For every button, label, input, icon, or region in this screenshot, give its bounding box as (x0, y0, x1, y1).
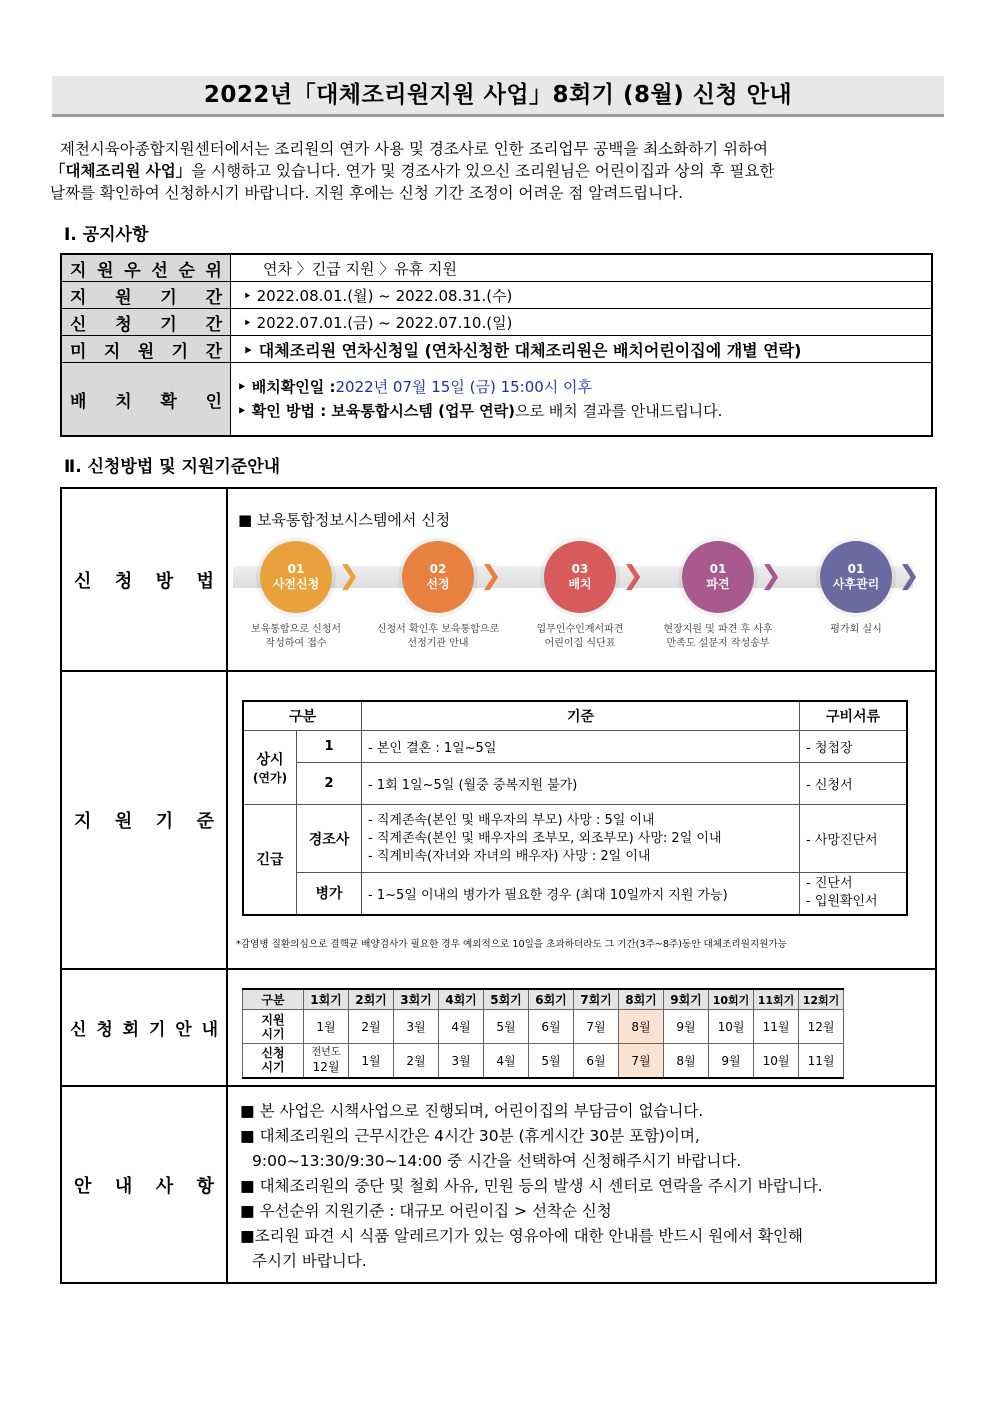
chevron-right-icon: ❯ (338, 561, 360, 591)
criteria-content (228, 672, 935, 968)
guide-line-2: ■ 대체조리원의 근무시간은 4시간 30분 (휴게시간 30분 포함)이며, (240, 1127, 700, 1145)
schedule-support-month: 3월 (394, 1010, 439, 1044)
guide-line-3: 9:00~13:30/9:30~14:00 중 시간을 선택하여 신청해주시기 바랍니다. (252, 1152, 742, 1170)
method-content (228, 489, 935, 670)
notice-row-unsupported (61, 336, 932, 363)
notice-row-period (61, 282, 932, 309)
schedule-support-month: 11월 (754, 1010, 799, 1044)
guidelines-table (60, 487, 937, 1284)
guide-row (62, 1087, 935, 1282)
schedule-support-month: 12월 (799, 1010, 844, 1044)
method-header: ■ 보육통합정보시스템에서 신청 (238, 511, 451, 529)
intro-line3: 날짜를 확인하여 신청하시기 바랍니다. 지원 후에는 신청 기간 조정이 어려운 점 알려드립니다. (50, 184, 684, 202)
placement-value (231, 363, 933, 437)
schedule-round: 9회기 (664, 989, 709, 1010)
schedule-support-month: 10월 (709, 1010, 754, 1044)
placement-date-value: 2022년 07월 15일 (금) 15:00시 이후 (335, 378, 593, 396)
chevron-right-icon: ❯ (622, 561, 644, 591)
schedule-table (242, 988, 844, 1079)
placement-date-label: ‣ 배치확인일 : (237, 378, 336, 396)
chevron-right-icon: ❯ (480, 561, 502, 591)
schedule-round: 4회기 (439, 989, 484, 1010)
process-step-5 (820, 541, 892, 613)
criteria-sick-doc: - 진단서 - 입원확인서 (800, 873, 908, 915)
process-step-desc: 업무인수인계서파견 어린이집 식단표 (536, 624, 624, 649)
guide-line-7: 주시기 바랍니다. (252, 1252, 367, 1270)
schedule-round: 10회기 (709, 989, 754, 1010)
process-step-1 (260, 541, 332, 613)
process-step-number: 01 (847, 562, 865, 576)
unsupported-value: ‣ 대체조리원 연차신청일 (연차신청한 대체조리원은 배치어린이집에 개별 연락) (231, 336, 933, 363)
schedule-support-month: 7월 (574, 1010, 619, 1044)
process-step-number: 02 (429, 562, 447, 576)
schedule-round: 1회기 (304, 989, 349, 1010)
schedule-apply-month: 7월 (619, 1044, 664, 1078)
schedule-support-month: 5월 (484, 1010, 529, 1044)
criteria-footnote: *감염병 질환의심으로 결핵균 배양검사가 필요한 경우 예외적으로 10일을 초과하더라도 그 기간(3주~8주)동안 대체조리원지원가능 (236, 939, 787, 950)
process-step-name: 파견 (706, 577, 730, 591)
criteria-urgent: 긴급 (243, 805, 297, 915)
chevron-right-icon: ❯ (898, 561, 920, 591)
guide-line-1: ■ 본 사업은 시책사업으로 진행되며, 어린이집의 부담금이 없습니다. (240, 1102, 704, 1120)
period-value: ‣ 2022.08.01.(월) ~ 2022.08.31.(수) (231, 282, 933, 309)
section-method-heading: Ⅱ. 신청방법 및 지원기준안내 (64, 457, 281, 477)
schedule-apply-month: 4월 (484, 1044, 529, 1078)
period-label: 지 원 기 간 (70, 287, 222, 308)
criteria-head-type: 구분 (243, 701, 362, 731)
schedule-support-month: 8월 (619, 1010, 664, 1044)
schedule-apply-month: 11월 (799, 1044, 844, 1078)
process-step-desc: 신청서 확인후 보육통합으로 선정기관 안내 (376, 624, 500, 649)
guide-line-5: ■ 우선순위 지원기준 : 대규모 어린이집 > 선착순 신청 (240, 1202, 612, 1220)
placement-method-label: ‣ 확인 방법 : 보육통합시스템 (업무 연락) (237, 402, 515, 420)
process-step-name: 배치 (568, 577, 592, 591)
criteria-sick-std: - 1~5일 이내의 병가가 필요한 경우 (최대 10일까지 지원 가능) (362, 873, 800, 915)
guide-list (240, 1099, 823, 1274)
schedule-support-month: 2월 (349, 1010, 394, 1044)
method-label: 신 청 방 법 (74, 570, 214, 592)
placement-method-rest: 으로 배치 결과를 안내드립니다. (514, 402, 723, 420)
criteria-r2-doc: - 신청서 (800, 763, 908, 805)
notice-table (60, 253, 933, 437)
process-step-3 (544, 541, 616, 613)
process-step-name: 사후관리 (832, 577, 880, 591)
schedule-apply-month: 9월 (709, 1044, 754, 1078)
schedule-head: 구분 (243, 989, 304, 1010)
process-step-4 (682, 541, 754, 613)
notice-row-priority (61, 254, 932, 282)
criteria-regular: 상시 (연가) (243, 731, 297, 805)
schedule-support-month: 9월 (664, 1010, 709, 1044)
intro-line2: 을 시행하고 있습니다. 연가 및 경조사가 있으신 조리원님은 어린이집과 상의 후 필요한 (191, 162, 775, 180)
apply-label: 신 청 기 간 (70, 314, 222, 335)
criteria-r1-std: - 본인 결혼 : 1일~5일 (362, 731, 800, 763)
criteria-label: 지 원 기 준 (74, 811, 214, 832)
schedule-round: 5회기 (484, 989, 529, 1010)
guide-line-4: ■ 대체조리원의 중단 및 철회 사유, 민원 등의 발생 시 센터로 연락을 주시기 바랍니다. (240, 1177, 823, 1195)
criteria-condolence-doc: - 사망진단서 (800, 805, 908, 873)
criteria-condolence-std: - 직계존속(본인 및 배우자의 부모) 사망 : 5일 이내 - 직계존속(본인 및 배우자의 조부모, 외조부모) 사망: 2일 이내 - 직계비속(자녀와 자녀의 배우자) 사망 : 2일 이내 (362, 805, 800, 873)
schedule-apply-first: 전년도 12월 (304, 1044, 349, 1078)
schedule-apply-month: 6월 (574, 1044, 619, 1078)
schedule-support-month: 6월 (529, 1010, 574, 1044)
criteria-r1-doc: - 청첩장 (800, 731, 908, 763)
schedule-round: 2회기 (349, 989, 394, 1010)
criteria-head-standard: 기준 (362, 701, 800, 731)
schedule-round: 7회기 (574, 989, 619, 1010)
intro-line1: 제천시육아종합지원센터에서는 조리원의 연가 사용 및 경조사로 인한 조리업무 공백을 최소화하기 위하여 (59, 140, 768, 158)
priority-label: 지 원 우 선 순 위 (70, 260, 222, 281)
criteria-r1-no: 1 (297, 731, 362, 763)
section-notice-heading: Ⅰ. 공지사항 (64, 225, 149, 245)
priority-value: 연차 〉긴급 지원 〉유휴 지원 (231, 254, 933, 282)
criteria-r2-no: 2 (297, 763, 362, 805)
apply-value: ‣ 2022.07.01.(금) ~ 2022.07.10.(일) (231, 309, 933, 336)
schedule-label: 신 청 회 기 안 내 (70, 1020, 218, 1040)
unsupported-label: 미 지 원 기 간 (70, 341, 222, 362)
schedule-apply-month: 3월 (439, 1044, 484, 1078)
guide-line-6: ■조리원 파견 시 식품 알레르기가 있는 영유아에 대한 안내를 반드시 원에서 확인해 (240, 1227, 803, 1245)
schedule-apply-month: 8월 (664, 1044, 709, 1078)
intro-program-name: 「대체조리원 사업」 (50, 162, 192, 180)
process-step-name: 사전신청 (272, 577, 320, 591)
schedule-apply-month: 1월 (349, 1044, 394, 1078)
page-title: 2022년「대체조리원지원 사업」8회기 (8월) 신청 안내 (52, 76, 944, 117)
notice-row-apply (61, 309, 932, 336)
placement-label: 배 치 확 인 (70, 391, 222, 412)
method-row (62, 489, 935, 672)
schedule-apply-month: 5월 (529, 1044, 574, 1078)
schedule-support-month: 4월 (439, 1010, 484, 1044)
schedule-round: 6회기 (529, 989, 574, 1010)
schedule-round: 3회기 (394, 989, 439, 1010)
criteria-condolence: 경조사 (297, 805, 362, 873)
process-step-desc: 평가회 실시 (830, 624, 882, 635)
guide-label: 안 내 사 항 (74, 1175, 214, 1197)
schedule-round: 8회기 (619, 989, 664, 1010)
schedule-content (228, 970, 935, 1085)
process-step-number: 01 (287, 562, 305, 576)
process-step-number: 03 (571, 562, 589, 576)
chevron-right-icon: ❯ (760, 561, 782, 591)
criteria-head-docs: 구비서류 (800, 701, 908, 731)
process-step-name: 선정 (426, 577, 450, 591)
schedule-support-label: 지원 시기 (243, 1010, 304, 1044)
guide-content (228, 1087, 935, 1282)
schedule-apply-label: 신청 시기 (243, 1044, 304, 1078)
process-step-desc: 보육통합으로 신청서 작성하여 접수 (250, 624, 342, 649)
schedule-apply-month: 10월 (754, 1044, 799, 1078)
criteria-table (242, 700, 908, 916)
criteria-r2-std: - 1회 1일~5일 (월중 중복지원 불가) (362, 763, 800, 805)
criteria-sick: 병가 (297, 873, 362, 915)
schedule-support-month: 1월 (304, 1010, 349, 1044)
process-step-desc: 현장지원 및 파견 후 사후 만족도 설문지 작성송부 (663, 624, 773, 649)
process-step-2 (402, 541, 474, 613)
schedule-round: 11회기 (754, 989, 799, 1010)
notice-row-placement (61, 363, 932, 437)
intro-text (50, 138, 946, 204)
schedule-row (62, 970, 935, 1087)
process-step-number: 01 (709, 562, 727, 576)
criteria-row (62, 672, 935, 970)
schedule-round: 12회기 (799, 989, 844, 1010)
schedule-apply-month: 2월 (394, 1044, 439, 1078)
